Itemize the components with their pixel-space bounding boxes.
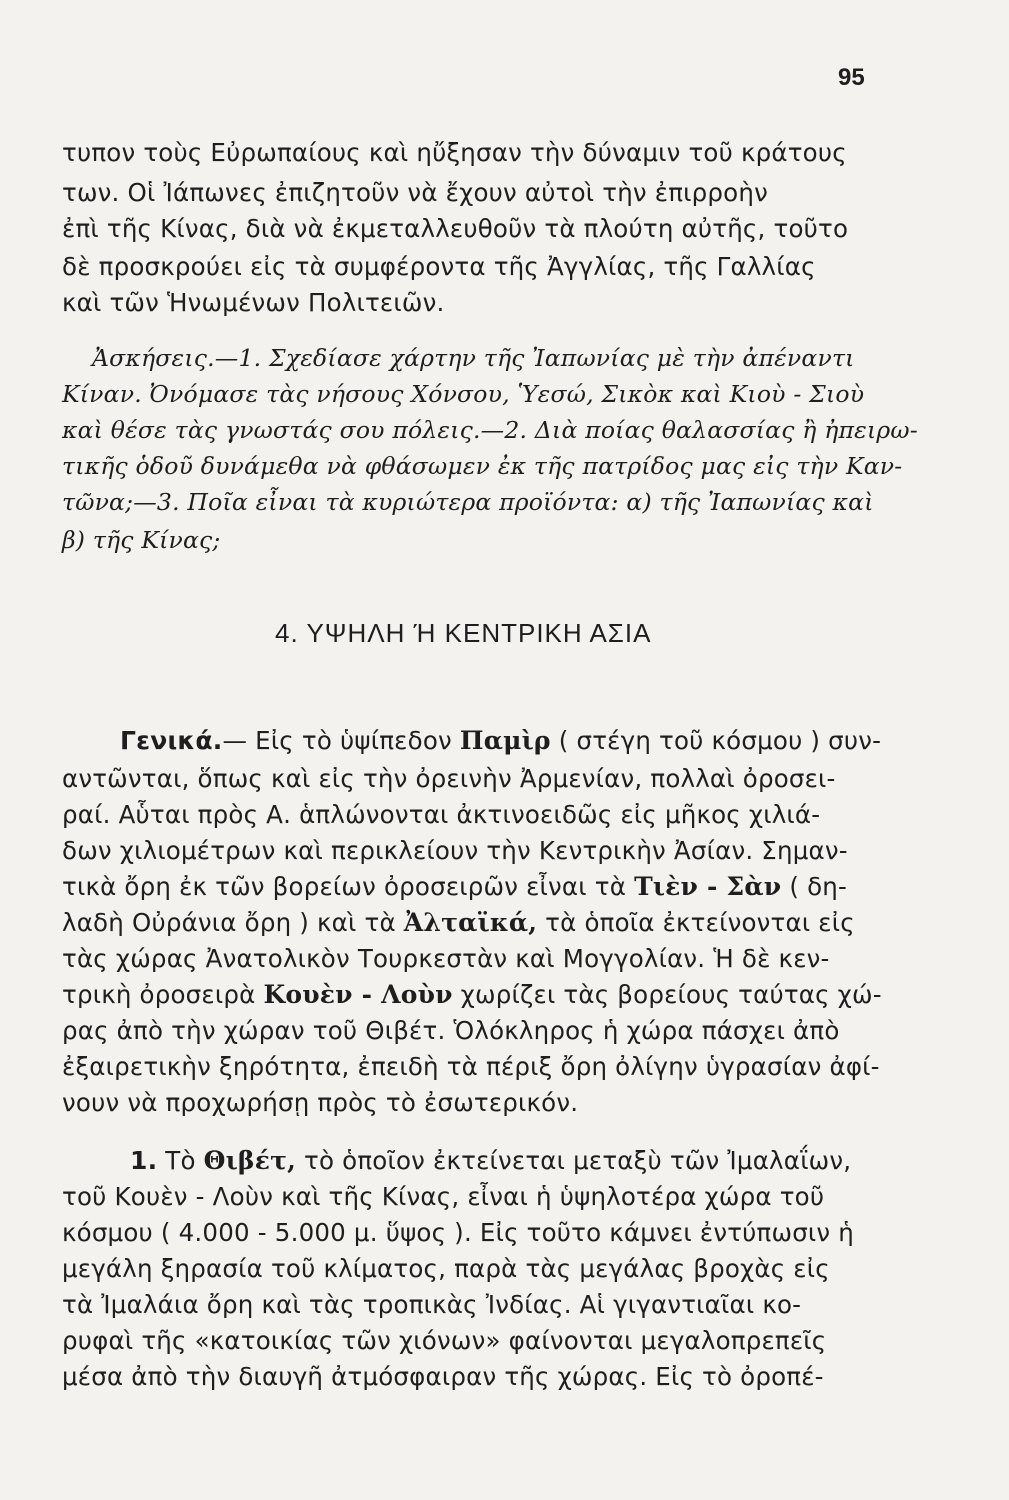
- exercise-line: Ἀσκήσεις.—1. Σχεδίασε χάρτην τῆς Ἰαπωνίας μὲ τὴν ἀπέναντι: [92, 344, 855, 372]
- text-line: δὲ προσκρούει εἰς τὰ συμφέροντα τῆς Ἀγγλίας, τῆς Γαλλίας: [62, 252, 816, 281]
- exercise-line: τῶνα;—3. Ποῖα εἶναι τὰ κυριώτερα προϊόντα: α) τῆς Ἰαπωνίας καὶ: [62, 488, 874, 516]
- text-run: τικὰ ὄρη ἐκ τῶν βορείων ὀροσειρῶν εἶναι τὰ: [62, 872, 635, 901]
- exercise-line: τικῆς ὁδοῦ δυνάμεθα νὰ φθάσωμεν ἐκ τῆς πατρίδος μας εἰς τὴν Καν-: [62, 452, 903, 480]
- text-run: τρικὴ ὀροσειρὰ: [62, 980, 264, 1009]
- text-run: τὸ ὁποῖον ἐκτείνεται μεταξὺ τῶν Ἰμαλαΐων,: [296, 1146, 852, 1175]
- text-line: δων χιλιομέτρων καὶ περικλείουν τὴν Κεντρικὴν Ἀσίαν. Σημαν-: [62, 836, 848, 865]
- text-line: τοῦ Κουὲν - Λοὺν καὶ τῆς Κίνας, εἶναι ἡ ὑψηλοτέρα χώρα τοῦ: [62, 1182, 825, 1211]
- keyword-general: Γενικά.: [120, 726, 223, 755]
- text-run: ( στέγη τοῦ κόσμου ) συν-: [550, 726, 882, 755]
- text-line: ἐξαιρετικὴν ξηρότητα, ἐπειδὴ τὰ πέριξ ὄρη ὀλίγην ὑγρασίαν ἀφί-: [62, 1052, 880, 1081]
- text-line: τὰ Ἰμαλάια ὄρη καὶ τὰς τροπικὰς Ἰνδίας. Αἱ γιγαντιαῖαι κο-: [62, 1290, 802, 1319]
- item-number: 1.: [130, 1146, 158, 1175]
- text-line: [62, 872, 847, 901]
- text-line: [120, 726, 881, 755]
- text-line: μεγάλη ξηρασία τοῦ κλίματος, παρὰ τὰς μεγάλας βροχὰς εἰς: [62, 1254, 830, 1283]
- text-line: νουν νὰ προχωρήσῃ πρὸς τὸ ἐσωτερικόν.: [62, 1088, 579, 1117]
- keyword-tien-shan: Τιὲν - Σὰν: [634, 872, 782, 901]
- exercise-line: καὶ θέσε τὰς γνωστάς σου πόλεις.—2. Διὰ ποίας θαλασσίας ἢ ἠπειρω-: [62, 416, 918, 444]
- exercise-line: β) τῆς Κίνας;: [62, 526, 221, 554]
- keyword-tibet: Θιβέτ,: [203, 1146, 297, 1175]
- keyword-kuen-lun: Κουὲν - Λοὺν: [263, 980, 453, 1009]
- keyword-altai: Ἀλταϊκά,: [403, 908, 538, 937]
- text-line: αντῶνται, ὅπως καὶ εἰς τὴν ὀρεινὴν Ἀρμενίαν, πολλαὶ ὀροσει-: [62, 764, 836, 793]
- text-run: ( δη-: [781, 872, 848, 901]
- text-run: τὰ ὁποῖα ἐκτείνονται εἰς: [537, 908, 855, 937]
- text-line: τὰς χώρας Ἀνατολικὸν Τουρκεστὰν καὶ Μογγολίαν. Ἡ δὲ κεν-: [62, 944, 830, 973]
- text-run: Τὸ: [157, 1146, 204, 1175]
- text-line: [62, 980, 882, 1009]
- text-line: [130, 1146, 851, 1175]
- page-number: 95: [838, 64, 865, 91]
- text-line: κόσμου ( 4.000 - 5.000 μ. ὕψος ). Εἰς τοῦτο κάμνει ἐντύπωσιν ἡ: [62, 1218, 855, 1247]
- text-line: καὶ τῶν Ἡνωμένων Πολιτειῶν.: [62, 288, 445, 317]
- text-run: λαδὴ Οὐράνια ὄρη ) καὶ τὰ: [62, 908, 404, 937]
- text-run: χωρίζει τὰς βορείους ταύτας χώ-: [452, 980, 882, 1009]
- text-line: ραί. Αὗται πρὸς Α. ἁπλώνονται ἀκτινοειδῶς εἰς μῆκος χιλιά-: [62, 800, 821, 829]
- keyword-pamir: Παμὶρ: [459, 726, 551, 755]
- text-line: των. Οἱ Ἰάπωνες ἐπιζητοῦν νὰ ἔχουν αὐτοὶ τὴν ἐπιρροὴν: [62, 178, 768, 207]
- section-heading: 4. ΥΨΗΛΗ Ή ΚΕΝΤΡΙΚΗ ΑΣΙΑ: [275, 618, 652, 648]
- text-line: τυπον τοὺς Εὐρωπαίους καὶ ηὔξησαν τὴν δύναμιν τοῦ κράτους: [62, 138, 847, 167]
- text-run: — Εἰς τὸ ὑψίπεδον: [222, 726, 460, 755]
- text-line: [62, 908, 855, 937]
- text-line: μέσα ἀπὸ τὴν διαυγῆ ἀτμόσφαιραν τῆς χώρας. Εἰς τὸ ὀροπέ-: [62, 1362, 824, 1391]
- text-line: ρας ἀπὸ τὴν χώραν τοῦ Θιβέτ. Ὁλόκληρος ἡ χώρα πάσχει ἀπὸ: [62, 1016, 840, 1045]
- text-line: ρυφαὶ τῆς «κατοικίας τῶν χιόνων» φαίνονται μεγαλοπρεπεῖς: [62, 1326, 827, 1355]
- text-line: ἐπὶ τῆς Κίνας, διὰ νὰ ἐκμεταλλευθοῦν τὰ πλούτη αὐτῆς, τοῦτο: [62, 214, 849, 243]
- exercise-line: Κίναν. Ὀνόμασε τὰς νήσους Χόνσου, Ὑεσώ, Σικὸκ καὶ Κιοὺ - Σιοὺ: [62, 380, 865, 408]
